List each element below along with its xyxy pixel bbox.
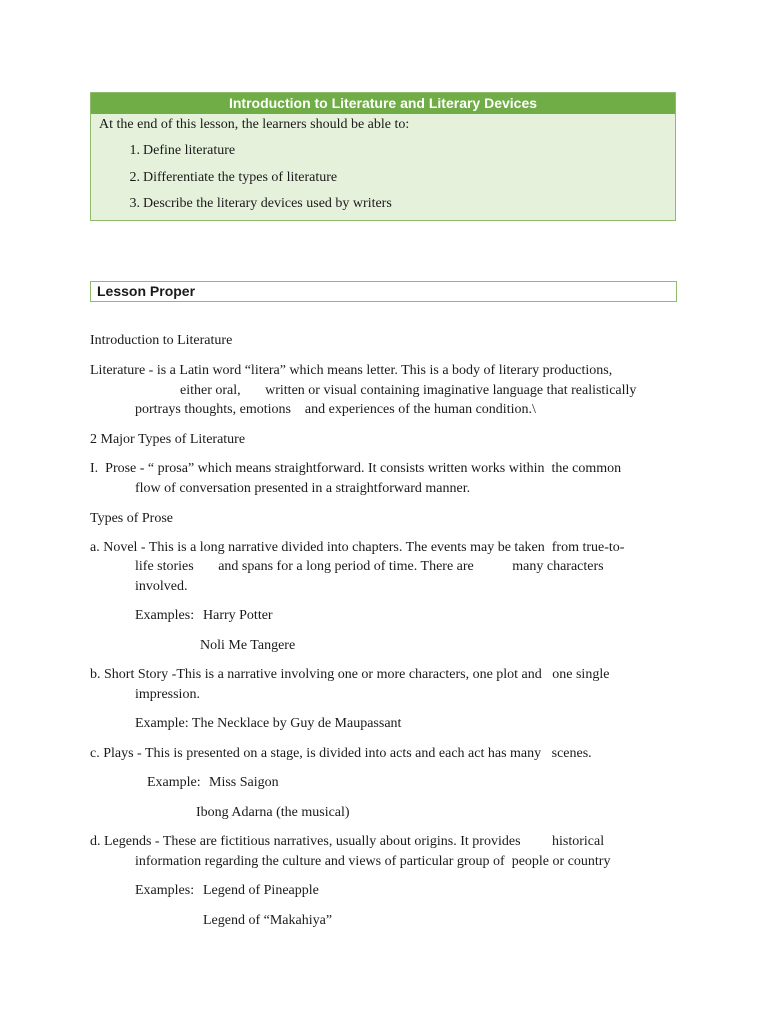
plays-line-1: c. Plays - This is presented on a stage, is divided into acts and each act has many scenes. bbox=[90, 746, 592, 761]
plays-example-2: Ibong Adarna (the musical) bbox=[196, 805, 350, 820]
short-story-example: Example: The Necklace by Guy de Maupassant bbox=[135, 716, 402, 731]
lesson-proper-heading: Lesson Proper bbox=[90, 281, 677, 302]
objective-text: Describe the literary devices used by writers bbox=[143, 196, 392, 211]
literature-def-line-3: portrays thoughts, emotions and experiences of the human condition.\ bbox=[135, 402, 536, 417]
legends-line-2: information regarding the culture and views of particular group of people or country bbox=[135, 854, 611, 869]
novel-examples-label: Examples: bbox=[135, 608, 195, 623]
novel-line-1: a. Novel - This is a long narrative divided into chapters. The events may be taken from true-to- bbox=[90, 540, 625, 555]
novel-example-2: Noli Me Tangere bbox=[200, 638, 296, 653]
literature-def-line-1: Literature - is a Latin word “litera” which means letter. This is a body of literary productions, bbox=[90, 363, 613, 378]
short-story-line-1: b. Short Story -This is a narrative involving one or more characters, one plot and one single bbox=[90, 667, 610, 682]
objective-number: 3. bbox=[129, 196, 140, 211]
novel-line-3: involved. bbox=[135, 579, 188, 594]
short-story-line-2: impression. bbox=[135, 687, 200, 702]
legends-example-2: Legend of “Makahiya” bbox=[203, 913, 333, 928]
literature-def-line-2: either oral, written or visual containing imaginative language that realistically bbox=[180, 383, 637, 398]
plays-examples-label: Example: bbox=[147, 775, 201, 790]
novel-line-2: life stories and spans for a long period of time. There are many characters bbox=[135, 559, 604, 574]
types-of-prose-heading: Types of Prose bbox=[90, 511, 174, 526]
legends-examples-label: Examples: bbox=[135, 883, 195, 898]
objective-number: 1. bbox=[129, 143, 140, 158]
plays-example-1: Miss Saigon bbox=[209, 775, 279, 790]
objective-number: 2. bbox=[129, 169, 140, 185]
novel-example-1: Harry Potter bbox=[203, 608, 273, 623]
objective-text: Differentiate the types of literature bbox=[143, 169, 338, 185]
legends-example-1: Legend of Pineapple bbox=[203, 883, 319, 898]
prose-line-1: I. Prose - “ prosa” which means straightforward. It consists written works within the common bbox=[90, 461, 622, 476]
major-types-heading: 2 Major Types of Literature bbox=[90, 432, 246, 447]
prose-line-2: flow of conversation presented in a straightforward manner. bbox=[135, 481, 471, 496]
intro-heading: Introduction to Literature bbox=[90, 333, 233, 348]
objective-text: Define literature bbox=[143, 143, 236, 158]
objectives-box bbox=[90, 92, 676, 221]
objectives-intro: At the end of this lesson, the learners should be able to: bbox=[99, 117, 410, 132]
objectives-title: Introduction to Literature and Literary Devices bbox=[91, 93, 675, 114]
legends-line-1: d. Legends - These are fictitious narratives, usually about origins. It provides historical bbox=[90, 834, 605, 849]
